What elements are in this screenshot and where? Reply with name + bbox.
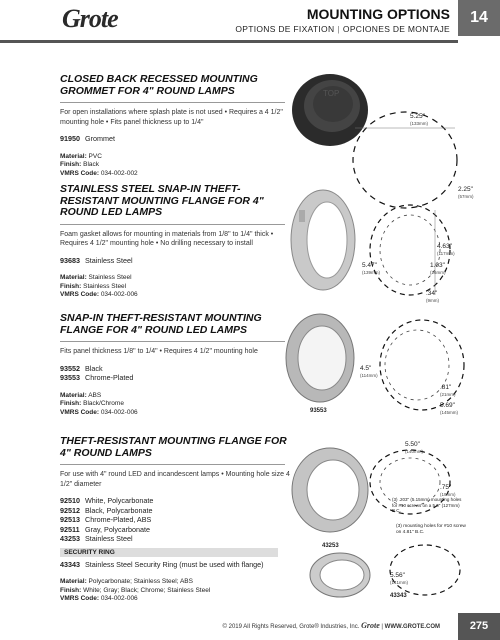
material-label: Material: xyxy=(60,578,87,585)
part-description: Chrome-Plated, ABS xyxy=(85,515,152,524)
material-label: Material: xyxy=(60,274,87,281)
material-label: Material: xyxy=(60,391,87,399)
section-title: SNAP-IN THEFT-RESISTANT MOUNTING FLANGE FOR 4" ROUND LED LAMPS xyxy=(60,312,262,336)
part-description: White, Polycarbonate xyxy=(85,496,154,505)
finish-value: Black/Chrome xyxy=(83,400,124,407)
dimension-label: 5.56" (141mm) xyxy=(390,572,409,585)
subtitle-spanish: OPCIONES DE MONTAJE xyxy=(342,24,450,34)
dimension-label: 5.69" (145mm) xyxy=(440,402,459,415)
subtitle-french: OPTIONS DE FIXATION xyxy=(235,24,335,34)
material-value: Stainless Steel xyxy=(88,274,132,281)
dimension-label: 2.25" (57mm) xyxy=(458,186,474,199)
grote-logo: Grote xyxy=(62,4,118,33)
part-description: Black xyxy=(85,363,103,373)
chapter-tab: 14 xyxy=(458,0,500,36)
page-header xyxy=(0,0,500,40)
part-row xyxy=(60,534,290,544)
material-label: Material: xyxy=(60,152,87,160)
footer-url[interactable]: WWW.GROTE.COM xyxy=(384,624,440,630)
part-number: 92511 xyxy=(60,524,80,534)
dimension-label: .75" (19mm) xyxy=(440,484,456,497)
spec-block xyxy=(60,578,290,604)
section-description: Foam gasket allows for mounting in materials from 1/8" to 1/4" thick • Requires 4 1/2" mounting hole • No drilling necessary to install xyxy=(60,230,274,247)
finish-label: Finish: xyxy=(60,161,82,168)
copyright: © 2019 All Rights Reserved, Grote® Industries, Inc. xyxy=(222,624,360,630)
finish-label: Finish: xyxy=(60,400,82,407)
subtitle-separator: | xyxy=(337,24,340,34)
part-row xyxy=(60,496,290,506)
security-ring-note: (3) mounting holes for #10 screw on 4.81" B.C. xyxy=(396,524,466,535)
part-description: Stainless Steel xyxy=(85,255,133,265)
section-description: Fits panel thickness 1/8" to 1/4" • Requires 4 1/2" mounting hole xyxy=(60,348,258,355)
section-rule xyxy=(60,341,285,342)
dimension-label: 5.50" (140mm) xyxy=(405,441,424,454)
vmrs-label: VMRS Code: xyxy=(60,169,99,177)
vmrs-label: VMRS Code: xyxy=(60,291,99,298)
vmrs-label: VMRS Code: xyxy=(60,595,99,602)
part-description: Stainless Steel Security Ring (must be used with flange) xyxy=(85,559,264,569)
part-description: Chrome-Plated xyxy=(85,373,134,382)
spec-block xyxy=(60,274,290,300)
vmrs-value: 034-002-006 xyxy=(100,291,138,298)
section-description: For open installations where splash plate is not used • Requires a 4 1/2" mounting hole • Fits panel thickness up to 1/4" xyxy=(60,109,283,126)
page-footer xyxy=(0,613,500,640)
finish-value: Stainless Steel xyxy=(83,282,127,290)
dimension-label: .81" (21mm) xyxy=(440,384,456,397)
part-number: 93683 xyxy=(60,255,80,265)
part-number: 92513 xyxy=(60,515,80,524)
finish-value: White; Gray; Black; Chrome; Stainless Steel xyxy=(83,586,211,594)
dimension-label: 4.5" (114mm) xyxy=(360,365,378,378)
dimension-label: 5.25" (133mm) xyxy=(410,113,429,126)
section-description: For use with 4" round LED and incandescent lamps • Mounting hole size 4 1/2" diameter xyxy=(60,471,290,488)
part-number: 43253 xyxy=(60,534,80,543)
dimension-label: .34" (9mm) xyxy=(426,290,439,303)
material-value: Polycarbonate; Stainless Steel; ABS xyxy=(88,578,193,585)
part-row xyxy=(60,560,290,570)
finish-label: Finish: xyxy=(60,586,82,594)
material-value: PVC xyxy=(88,152,102,160)
material-value: ABS xyxy=(88,391,102,399)
part-number: 43343 xyxy=(60,559,80,569)
section-rule xyxy=(60,224,285,225)
section-stainless-flange xyxy=(60,184,290,300)
photo-part-label: 43343 xyxy=(390,593,407,599)
page-subtitle xyxy=(235,24,450,34)
vmrs-label: VMRS Code: xyxy=(60,408,99,416)
spec-block xyxy=(60,153,290,179)
section-rule xyxy=(60,102,285,103)
section-snap-in-flange xyxy=(60,313,290,417)
section-grommet xyxy=(60,74,290,178)
section-title: STAINLESS STEEL SNAP-IN THEFT-RESISTANT MOUNTING FLANGE FOR 4" ROUND LED LAMPS xyxy=(60,183,264,218)
spec-block xyxy=(60,392,290,418)
part-description: Grommet xyxy=(85,134,115,143)
dimension-label: 5.47" (139mm) xyxy=(362,262,381,275)
vmrs-value: 034-002-006 xyxy=(100,595,138,602)
section-theft-resistant-flange xyxy=(60,436,290,604)
section-title: CLOSED BACK RECESSED MOUNTING GROMMET FOR 4" ROUND LAMPS xyxy=(60,73,258,97)
part-row xyxy=(60,525,290,535)
part-description: Gray, Polycarbonate xyxy=(85,524,150,534)
stainless-flange-drawing xyxy=(285,180,495,305)
vmrs-value: 034-002-006 xyxy=(100,408,138,416)
part-number: 92512 xyxy=(60,505,80,515)
section-rule xyxy=(60,464,285,465)
part-number: 93552 xyxy=(60,363,80,373)
part-number: 93553 xyxy=(60,373,80,382)
mounting-hole-note: (3) .203" (5.15mm) mounting holes for #10 screws on a 5.0" (127mm) B.C. xyxy=(392,497,462,513)
part-row xyxy=(60,256,290,266)
vmrs-value: 034-002-002 xyxy=(100,169,138,177)
part-number: 92510 xyxy=(60,496,80,505)
finish-value: Black xyxy=(83,161,100,168)
svg-text:TOP: TOP xyxy=(323,89,340,98)
part-row xyxy=(60,364,290,374)
section-title: THEFT-RESISTANT MOUNTING FLANGE FOR 4" ROUND LAMPS xyxy=(60,435,287,459)
security-ring-header: SECURITY RING xyxy=(60,548,278,557)
footer-logo: Grote xyxy=(361,621,380,630)
header-rule xyxy=(0,40,458,43)
page-title: MOUNTING OPTIONS xyxy=(306,6,450,22)
photo-part-label: 93553 xyxy=(310,408,327,414)
part-row xyxy=(60,134,290,144)
part-row xyxy=(60,515,290,525)
finish-label: Finish: xyxy=(60,282,82,290)
photo-part-label: 43253 xyxy=(322,543,339,549)
footer-text: © 2019 All Rights Reserved, Grote® Industries, Inc. Grote | WWW.GROTE.COM xyxy=(222,621,440,630)
part-row xyxy=(60,506,290,516)
part-description: Stainless Steel xyxy=(85,534,133,543)
page-number: 275 xyxy=(458,613,500,640)
part-description: Black, Polycarbonate xyxy=(85,505,153,515)
dimension-label: 1.03" (26mm) xyxy=(430,262,446,275)
part-row xyxy=(60,373,290,383)
part-number: 91950 xyxy=(60,134,80,143)
snap-in-flange-drawing xyxy=(282,310,494,420)
dimension-label: 4.63" (117mm) xyxy=(437,243,455,256)
